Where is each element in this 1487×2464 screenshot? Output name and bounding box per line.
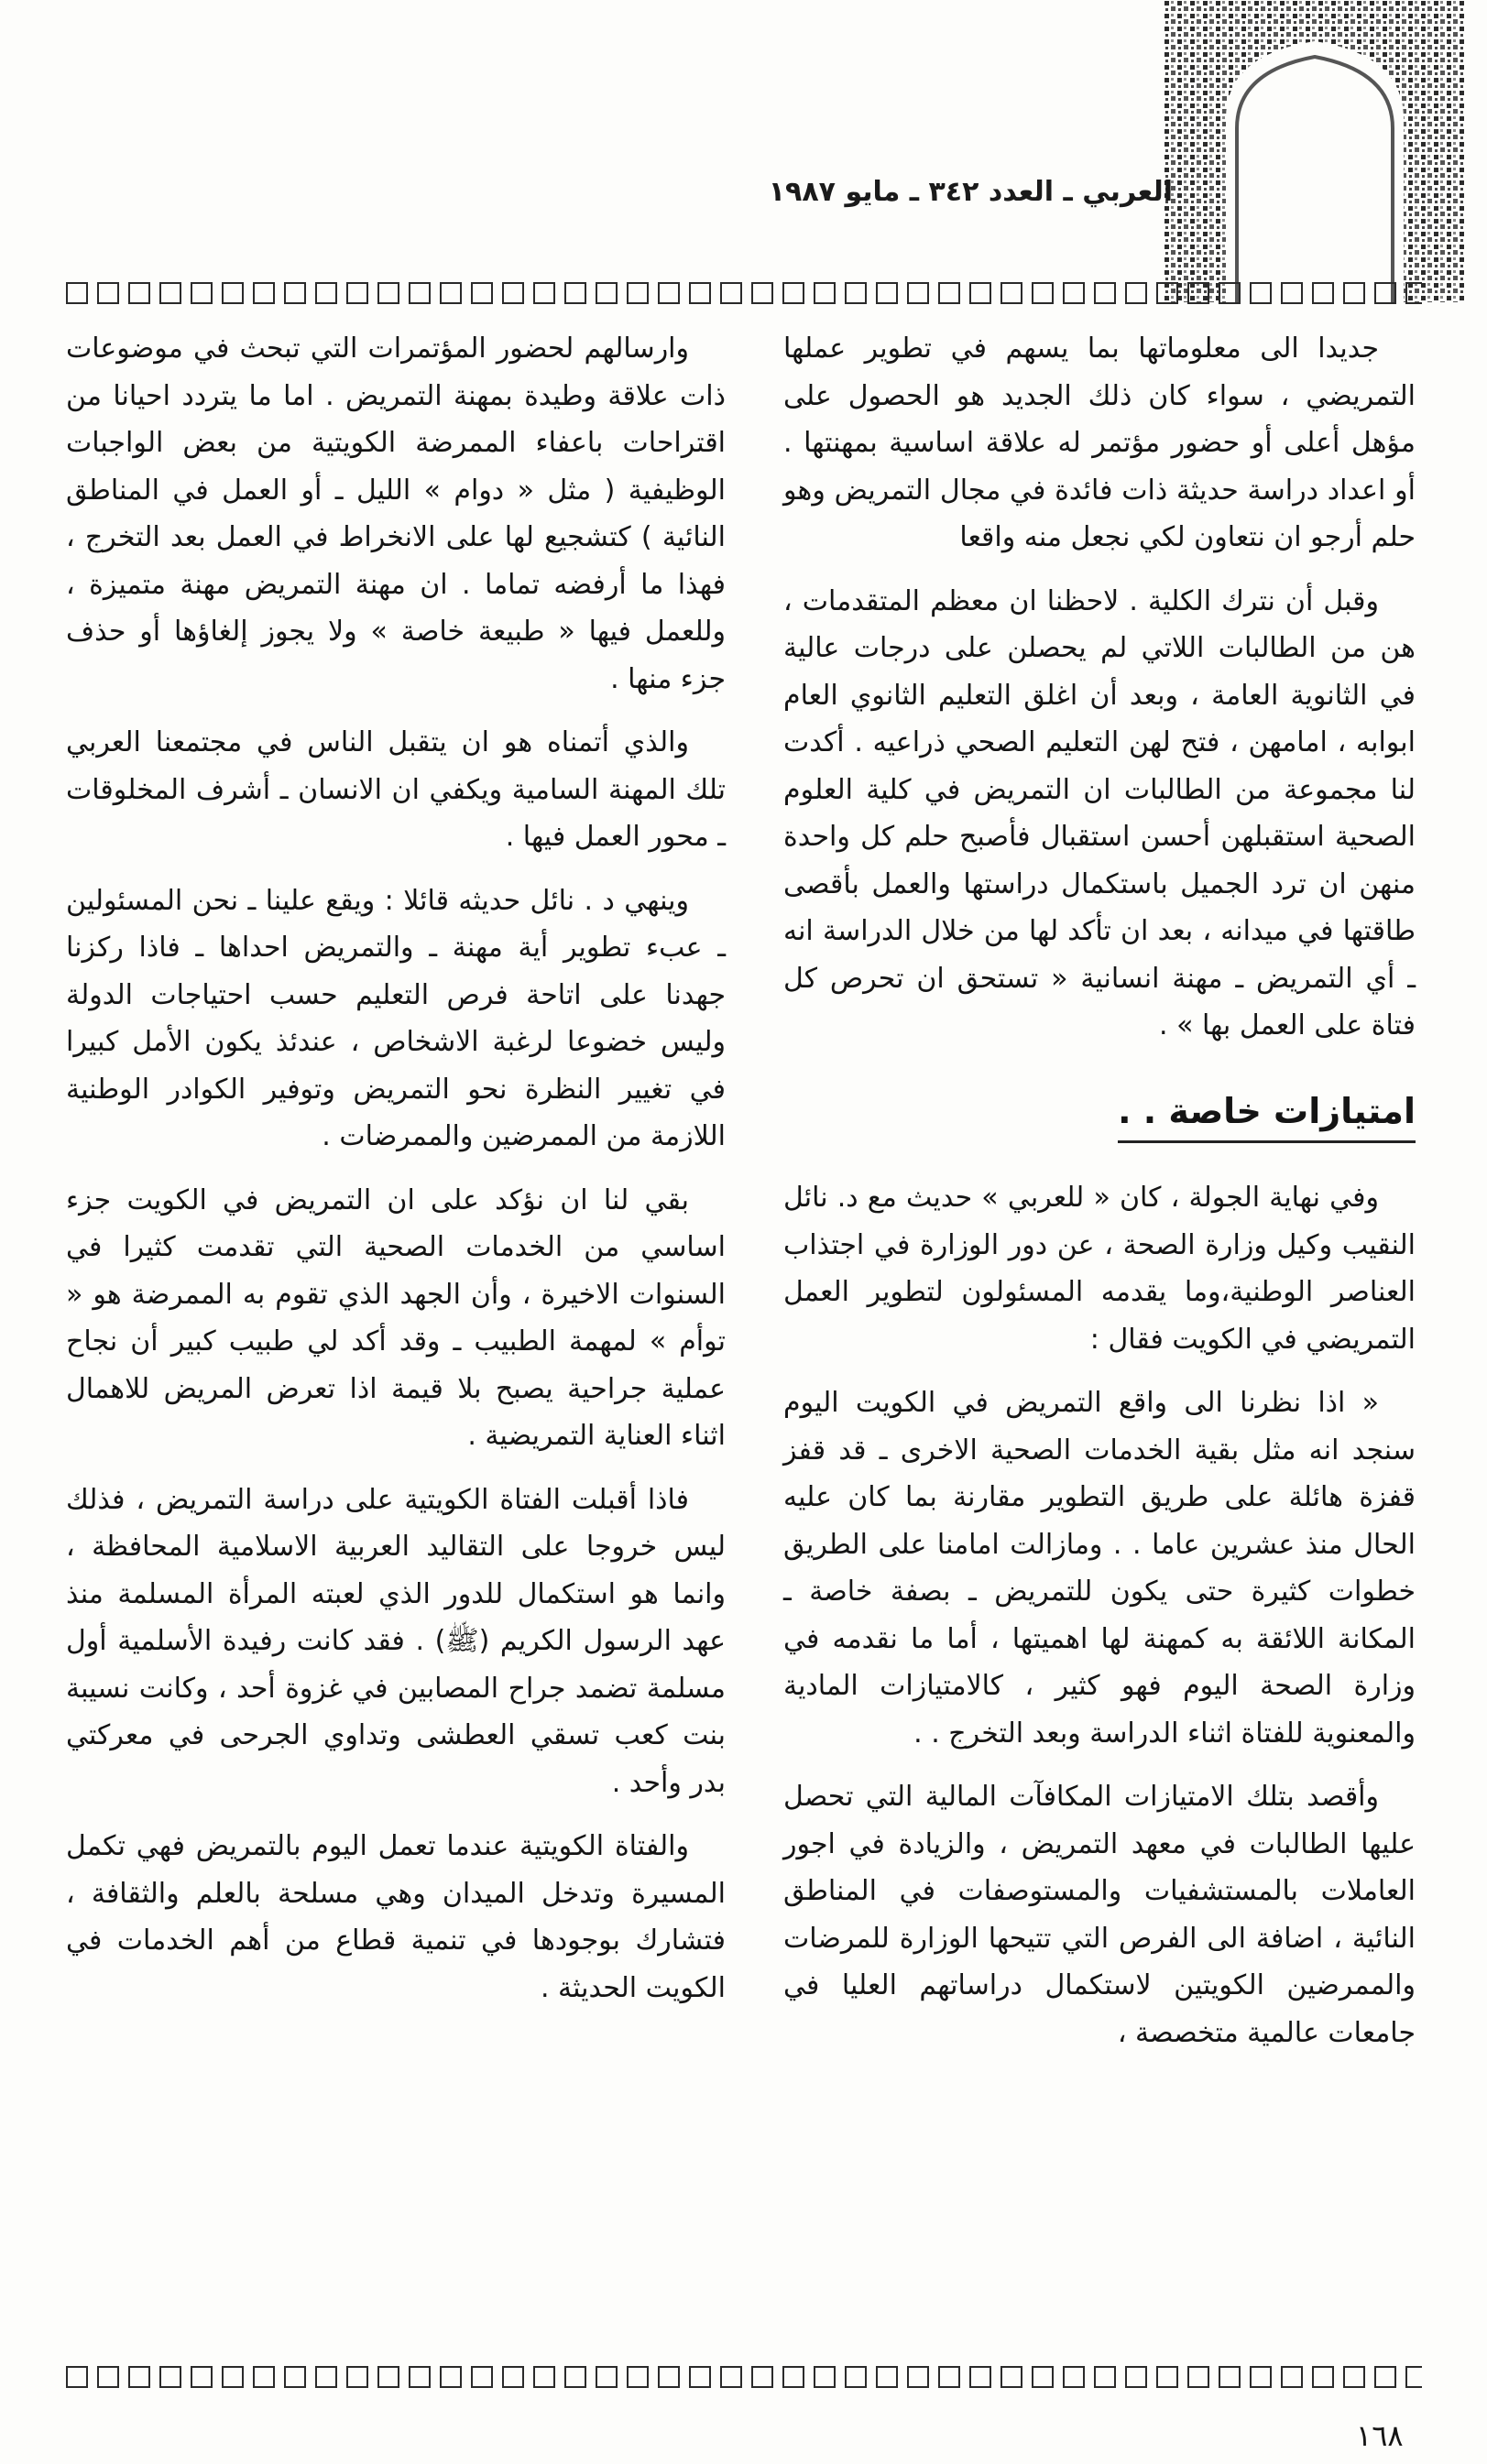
- border-square: [1405, 282, 1422, 304]
- border-square: [876, 282, 898, 304]
- border-square: [938, 282, 960, 304]
- border-square: [1000, 282, 1022, 304]
- border-square: [159, 2366, 181, 2388]
- border-square: [1374, 2366, 1396, 2388]
- border-square: [1125, 282, 1147, 304]
- border-square: [907, 282, 929, 304]
- top-square-border: [66, 282, 1422, 310]
- border-square: [502, 282, 524, 304]
- border-square: [191, 2366, 213, 2388]
- article-column-left: [66, 325, 726, 2028]
- section-heading: امتيازات خاصة . .: [1118, 1088, 1416, 1144]
- border-square: [1187, 282, 1209, 304]
- border-square: [315, 282, 337, 304]
- border-square: [346, 282, 368, 304]
- article-paragraph: بقي لنا ان نؤكد على ان التمريض في الكويت جزء اساسي من الخدمات الصحية التي تقدمت كثيرا في السنوات الاخيرة ، وأن الجهد الذي تقوم به الممرضة هو « توأم » لمهمة الطبيب ـ وقد أكد لي طبيب كبير أن نجاح عملية جراحية يصبح بلا قيمة اذا تعرض المريض للاهمال اثناء العناية التمريضية .: [66, 1183, 726, 1452]
- border-square: [596, 282, 618, 304]
- border-square: [66, 282, 88, 304]
- border-square: [191, 282, 213, 304]
- border-square: [814, 2366, 836, 2388]
- article-paragraph: والذي أتمناه هو ان يتقبل الناس في مجتمعنا العربي تلك المهنة السامية ويكفي ان الانسان ـ أشرف المخلوقات ـ محور العمل فيها .: [66, 726, 726, 853]
- border-square: [627, 282, 649, 304]
- article-paragraph: وينهي د . نائل حديثه قائلا : ويقع علينا ـ نحن المسئولين ـ عبء تطوير أية مهنة ـ والتمريض احداها ـ فاذا ركزنا جهدنا على اتاحة فرص التعليم حسب احتياجات الدولة وليس خضوعا لرغبة الاشخاص ، عندئذ يكون الأمل كبيرا في تغيير النظرة نحو التمريض وتوفير الكوادر الوطنية اللازمة من الممرضين والممرضات .: [66, 884, 726, 1152]
- border-square: [315, 2366, 337, 2388]
- border-square: [1343, 282, 1365, 304]
- border-square: [1125, 2366, 1147, 2388]
- border-square: [377, 2366, 399, 2388]
- border-square: [720, 282, 742, 304]
- border-square: [1063, 282, 1085, 304]
- border-square: [814, 282, 836, 304]
- border-square: [440, 282, 462, 304]
- article-paragraph: وارسالهم لحضور المؤتمرات التي تبحث في موضوعات ذات علاقة وطيدة بمهنة التمريض . اما ما يتردد احيانا من اقتراحات باعفاء الممرضة الكويتية من بعض الواجبات الوظيفية ( مثل « دوام » الليل ـ أو العمل في المناطق النائية ) كتشجيع لها على الانخراط في العمل بعد التخرج ، فهذا ما أرفضه تماما . ان مهنة التمريض مهنة متميزة ، وللعمل فيها « طبيعة خاصة » ولا يجوز إلغاؤها أو حذف جزء منها .: [66, 333, 726, 695]
- border-square: [564, 2366, 586, 2388]
- border-square: [253, 2366, 275, 2388]
- border-square: [751, 2366, 773, 2388]
- border-square: [845, 282, 867, 304]
- border-square: [596, 2366, 618, 2388]
- section-heading-wrap: [783, 1066, 1416, 1175]
- border-square: [969, 2366, 991, 2388]
- border-square: [1374, 282, 1396, 304]
- article-paragraph: فاذا أقبلت الفتاة الكويتية على دراسة التمريض ، فذلك ليس خروجا على التقاليد العربية الاسلامية المحافظة ، وانما هو استكمال للدور الذي لعبته المرأة المسلمة منذ عهد الرسول الكريم (ﷺ) . فقد كانت رفيدة الأسلمية أول مسلمة تضمد جراح المصابين في غزوة أحد ، وكانت نسيبة بنت كعب تسقي العطشى وتداوي الجرحى في معركتي بدر وأحد .: [66, 1483, 726, 1799]
- border-square: [440, 2366, 462, 2388]
- article-paragraph: وفي نهاية الجولة ، كان « للعربي » حديث مع د. نائل النقيب وكيل وزارة الصحة ، عن دور الوزارة في اجتذاب العناصر الوطنية،وما يقدمه المسئولون لتطوير العمل التمريضي في الكويت فقال :: [783, 1182, 1416, 1356]
- border-square: [533, 2366, 555, 2388]
- border-square: [751, 282, 773, 304]
- border-square: [1156, 2366, 1178, 2388]
- border-square: [502, 2366, 524, 2388]
- border-square: [222, 282, 244, 304]
- border-square: [782, 282, 804, 304]
- border-square: [969, 282, 991, 304]
- border-square: [1312, 282, 1334, 304]
- border-square: [284, 2366, 306, 2388]
- border-square: [1219, 2366, 1241, 2388]
- border-square: [97, 282, 119, 304]
- magazine-issue-header: العربي ـ العدد ٣٤٢ ـ مايو ١٩٨٧: [768, 176, 1173, 208]
- border-square: [689, 282, 711, 304]
- border-square: [471, 2366, 493, 2388]
- border-square: [97, 2366, 119, 2388]
- border-square: [720, 2366, 742, 2388]
- border-square: [627, 2366, 649, 2388]
- border-square: [222, 2366, 244, 2388]
- article-paragraph: جديدا الى معلوماتها بما يسهم في تطوير عملها التمريضي ، سواء كان ذلك الجديد هو الحصول على مؤهل أعلى أو حضور مؤتمر له علاقة اساسية بمهنتها . أو اعداد دراسة حديثة ذات فائدة في مجال التمريض وهو حلم أرجو ان نتعاون لكي نجعل منه واقعا: [783, 333, 1416, 553]
- border-square: [128, 282, 150, 304]
- border-square: [1281, 282, 1303, 304]
- article-paragraph: وأقصد بتلك الامتيازات المكافآت المالية التي تحصل عليها الطالبات في معهد التمريض ، والزيادة في اجور العاملات بالمستشفيات والمستوصفات في المناطق النائية ، اضافة الى الفرص التي تتيحها الوزارة للمرضات والممرضين الكويتين لاستكمال دراساتهم العليا في جامعات عالمية متخصصة ،: [783, 1781, 1416, 2049]
- border-square: [284, 282, 306, 304]
- border-square: [409, 282, 431, 304]
- border-square: [1063, 2366, 1085, 2388]
- article-paragraph: والفتاة الكويتية عندما تعمل اليوم بالتمريض فهي تكمل المسيرة وتدخل الميدان وهي مسلحة بالعلم والثقافة ، فتشارك بوجودها في تنمية قطاع من أهم الخدمات في الكويت الحديثة .: [66, 1830, 726, 2004]
- border-square: [689, 2366, 711, 2388]
- border-square: [1250, 282, 1272, 304]
- border-square: [533, 282, 555, 304]
- border-square: [1250, 2366, 1272, 2388]
- border-square: [658, 2366, 680, 2388]
- border-square: [876, 2366, 898, 2388]
- page-number: ١٦٨: [1356, 2418, 1404, 2453]
- border-square: [66, 2366, 88, 2388]
- border-square: [409, 2366, 431, 2388]
- border-square: [907, 2366, 929, 2388]
- article-paragraph: « اذا نظرنا الى واقع التمريض في الكويت اليوم سنجد انه مثل بقية الخدمات الصحية الاخرى ـ قد قفز قفزة هائلة على طريق التطوير مقارنة بما كان عليه الحال منذ عشرين عاما . . ومازالت امامنا على الطريق خطوات كثيرة حتى يكون للتمريض ـ بصفة خاصة ـ المكانة اللائقة به كمهنة لها اهميتها ، أما ما نقدمه في وزارة الصحة اليوم فهو كثير ، كالامتيازات المادية والمعنوية للفتاة اثناء الدراسة وبعد التخرج . .: [783, 1387, 1416, 1750]
- border-square: [1343, 2366, 1365, 2388]
- border-square: [128, 2366, 150, 2388]
- border-square: [1032, 282, 1054, 304]
- border-square: [471, 282, 493, 304]
- border-square: [782, 2366, 804, 2388]
- bottom-square-border: [66, 2366, 1422, 2393]
- border-square: [1156, 282, 1178, 304]
- border-square: [1187, 2366, 1209, 2388]
- border-square: [159, 282, 181, 304]
- border-square: [564, 282, 586, 304]
- article-column-right: [783, 325, 1416, 2073]
- border-square: [1094, 282, 1116, 304]
- border-square: [1405, 2366, 1422, 2388]
- border-square: [1312, 2366, 1334, 2388]
- border-square: [658, 282, 680, 304]
- border-square: [1219, 282, 1241, 304]
- border-square: [377, 282, 399, 304]
- decorative-ornament-arch: [1164, 0, 1466, 302]
- border-square: [1094, 2366, 1116, 2388]
- border-square: [253, 282, 275, 304]
- border-square: [346, 2366, 368, 2388]
- border-square: [1032, 2366, 1054, 2388]
- article-paragraph: وقبل أن نترك الكلية . لاحظنا ان معظم المتقدمات ، هن من الطالبات اللاتي لم يحصلن على درجات عالية في الثانوية العامة ، وبعد أن اغلق التعليم الثانوي العام ابوابه ، امامهن ، فتح لهن التعليم الصحي ذراعيه . أكدت لنا مجموعة من الطالبات ان التمريض في كلية العلوم الصحية استقبلهن أحسن استقبال فأصبح حلم كل واحدة منهن ان ترد الجميل باستكمال دراستها والعمل بأقصى طاقتها في ميدانه ، بعد ان تأكد لها من خلال الدراسة انه ـ أي التمريض ـ مهنة انسانية « تستحق ان تحرص كل فتاة على العمل بها » .: [783, 584, 1416, 1041]
- border-square: [1281, 2366, 1303, 2388]
- border-square: [938, 2366, 960, 2388]
- border-square: [845, 2366, 867, 2388]
- border-square: [1000, 2366, 1022, 2388]
